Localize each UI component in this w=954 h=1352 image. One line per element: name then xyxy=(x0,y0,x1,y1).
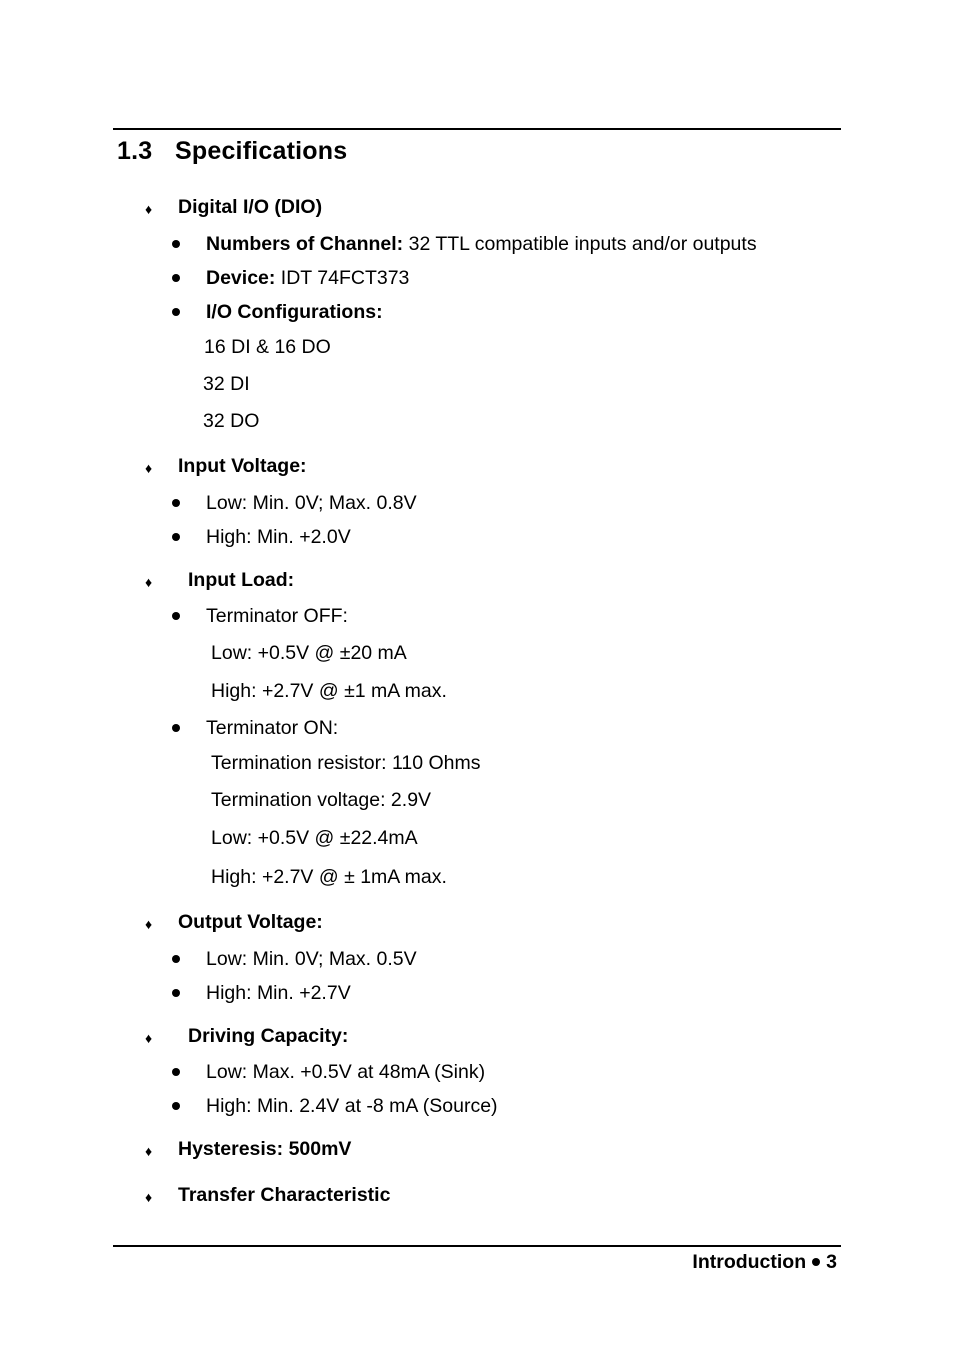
output-voltage-low: Low: Min. 0V; Max. 0.5V xyxy=(206,948,417,970)
bullet-dot-icon xyxy=(172,308,180,316)
dio-config-item: 16 DI & 16 DO xyxy=(204,336,331,358)
transfer-heading: Transfer Characteristic xyxy=(178,1184,391,1206)
section-title: Specifications xyxy=(175,137,348,165)
bullet-dot-icon xyxy=(172,724,180,732)
dio-config-item: 32 DO xyxy=(203,410,260,432)
terminator-on-high: High: +2.7V @ ± 1mA max. xyxy=(211,866,447,888)
bullet-dot-icon xyxy=(172,989,180,997)
diamond-bullet-icon: ♦ xyxy=(145,574,153,590)
driving-capacity-heading: Driving Capacity: xyxy=(188,1025,349,1047)
bullet-dot-icon xyxy=(172,274,180,282)
terminator-off-high: High: +2.7V @ ±1 mA max. xyxy=(211,680,447,702)
bullet-dot-icon xyxy=(172,1102,180,1110)
terminator-on-resistor: Termination resistor: 110 Ohms xyxy=(211,752,481,774)
bullet-dot-icon xyxy=(172,533,180,541)
input-voltage-high: High: Min. +2.0V xyxy=(206,526,351,548)
page-footer xyxy=(692,1251,837,1273)
diamond-bullet-icon: ♦ xyxy=(145,460,153,476)
hysteresis-heading: Hysteresis: 500mV xyxy=(178,1138,352,1160)
dio-device: Device: IDT 74FCT373 xyxy=(206,267,410,289)
input-voltage-heading: Input Voltage: xyxy=(178,455,307,477)
output-voltage-high: High: Min. +2.7V xyxy=(206,982,351,1004)
terminator-on-voltage: Termination voltage: 2.9V xyxy=(211,789,432,811)
dio-config-item: 32 DI xyxy=(203,373,250,395)
terminator-off-low: Low: +0.5V @ ±20 mA xyxy=(211,642,407,664)
bullet-dot-icon xyxy=(172,612,180,620)
terminator-on-label: Terminator ON: xyxy=(206,717,339,739)
footer-page-number: 3 xyxy=(826,1251,837,1273)
driving-capacity-low: Low: Max. +0.5V at 48mA (Sink) xyxy=(206,1061,486,1083)
dio-heading: Digital I/O (DIO) xyxy=(178,196,323,218)
diamond-bullet-icon: ♦ xyxy=(145,916,153,932)
top-rule xyxy=(113,128,841,130)
diamond-bullet-icon: ♦ xyxy=(145,1030,153,1046)
diamond-bullet-icon: ♦ xyxy=(145,201,153,217)
driving-capacity-high: High: Min. 2.4V at -8 mA (Source) xyxy=(206,1095,498,1117)
output-voltage-heading: Output Voltage: xyxy=(178,911,323,933)
bottom-rule xyxy=(113,1245,841,1247)
terminator-off-label: Terminator OFF: xyxy=(206,605,348,627)
bullet-dot-icon xyxy=(172,499,180,507)
bullet-dot-icon xyxy=(172,240,180,248)
section-heading xyxy=(117,137,347,165)
bullet-dot-icon xyxy=(172,1068,180,1076)
diamond-bullet-icon: ♦ xyxy=(145,1143,153,1159)
input-load-heading: Input Load: xyxy=(188,569,295,591)
footer-separator-dot-icon xyxy=(812,1258,820,1266)
dio-channels: Numbers of Channel: 32 TTL compatible inputs and/or outputs xyxy=(206,233,757,255)
dio-config-label: I/O Configurations: xyxy=(206,301,383,323)
input-voltage-low: Low: Min. 0V; Max. 0.8V xyxy=(206,492,417,514)
footer-chapter: Introduction xyxy=(692,1251,807,1273)
diamond-bullet-icon: ♦ xyxy=(145,1189,153,1205)
bullet-dot-icon xyxy=(172,955,180,963)
section-number: 1.3 xyxy=(117,137,153,165)
terminator-on-low: Low: +0.5V @ ±22.4mA xyxy=(211,827,418,849)
